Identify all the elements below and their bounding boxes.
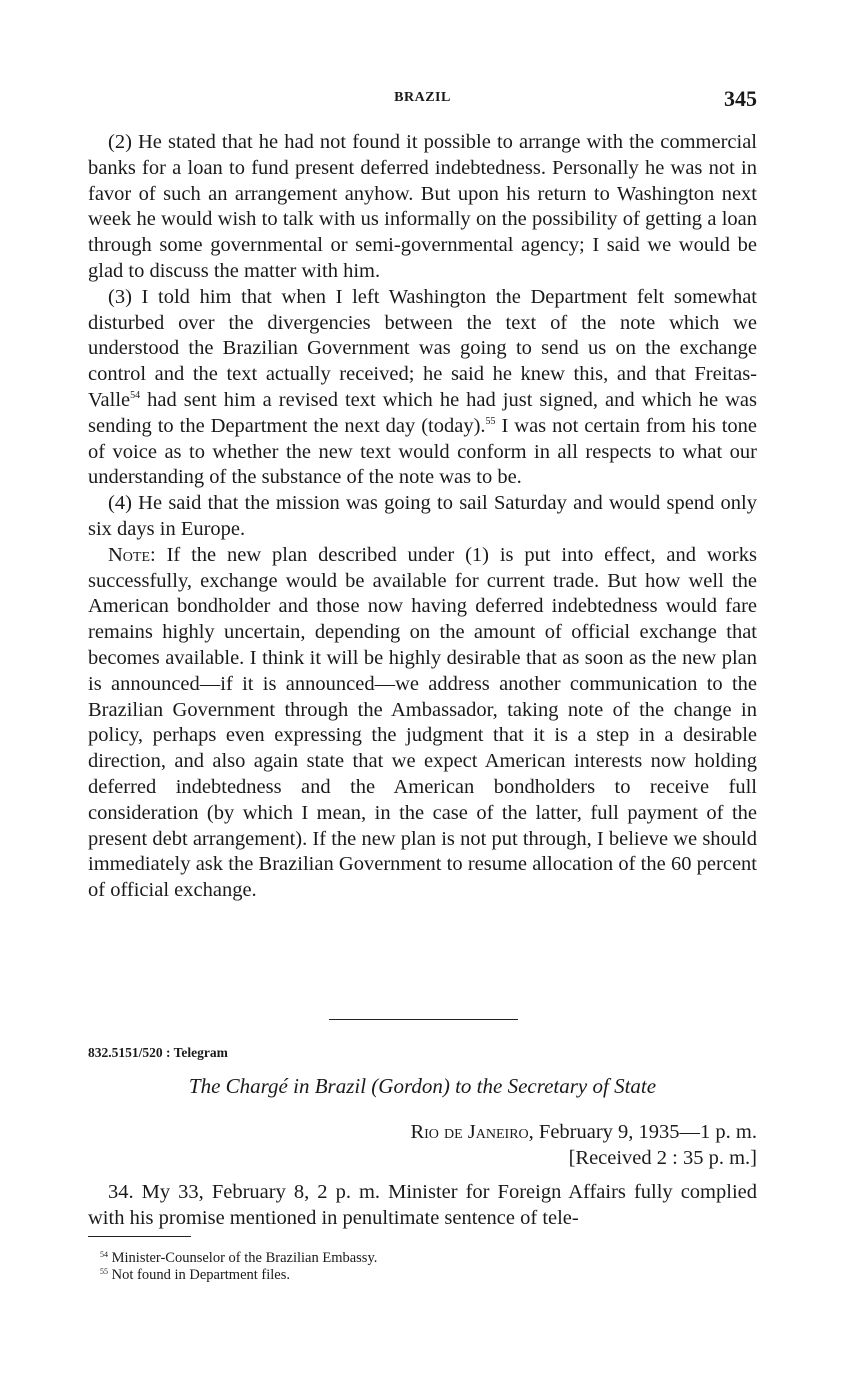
running-title: BRAZIL xyxy=(394,90,451,105)
telegram-text xyxy=(88,1180,757,1232)
body-text xyxy=(88,130,757,904)
paragraph-3 xyxy=(88,285,757,491)
note-text: : If the new plan described under (1) is put into effect, and works successfully, exchange would be available for current trade. But how well the American bondholder and those now having deferred indebtedness would fare remains highly uncertain, depending on the amount of official exchange that becomes available. I think it will be highly desirable that as soon as the new plan is announced—if it is announced—we address another communication to the Brazilian Government through the Ambassador, taking note of the change in policy, perhaps even expressing the judgment that it is a step in a desirable direction, and also again state that we expect American interests now holding deferred indebtedness and the American bondholders to receive full consideration (by which I mean, in the case of the latter, full payment of the present debt arrangement). If the new plan is not put through, I believe we should immediately ask the Brazilian Government to resume allocation of the 60 percent of official exchange. xyxy=(88,543,757,902)
dateline xyxy=(410,1120,757,1172)
dateline-date: , February 9, 1935—1 p. m. xyxy=(528,1121,757,1143)
footnote-number: 55 xyxy=(100,1267,108,1276)
note-label: Note xyxy=(108,543,151,566)
note-paragraph xyxy=(88,543,757,904)
file-reference: 832.5151/520 : Telegram xyxy=(88,1045,228,1060)
paragraph-3-part-c: I was not certain from his tone of voice as to whether the new text would conform in all respects to what our understanding of the substance of the note was to be. xyxy=(88,414,757,489)
paragraph-3-part-b: had sent him a revised text which he had just signed, and which he was sending to the Department the next day (today). xyxy=(88,388,757,437)
section-divider xyxy=(329,1019,518,1020)
telegram-paragraph: 34. My 33, February 8, 2 p. m. Minister for Foreign Affairs fully complied with his promise mentioned in penultimate sentence of tele- xyxy=(88,1181,757,1229)
footnotes xyxy=(100,1250,377,1284)
received-time: [Received 2 : 35 p. m.] xyxy=(568,1146,757,1169)
dateline-line xyxy=(410,1120,757,1146)
footnote-ref-54: 54 xyxy=(130,389,141,401)
footnote-55 xyxy=(100,1267,377,1284)
paragraph-2: (2) He stated that he had not found it possible to arrange with the commercial banks for a loan to fund present deferred indebtedness. Personally he was not in favor of such an arrangement anyhow. But upon his return to Washington next week he would wish to talk with us informally on the possibility of getting a loan through some governmental or semi-governmental agency; I said we would be glad to discuss the matter with him. xyxy=(88,131,757,282)
dateline-place: Rio de Janeiro xyxy=(410,1121,529,1143)
footnote-number: 54 xyxy=(100,1250,108,1259)
footnote-text: Not found in Department files. xyxy=(111,1267,291,1283)
paragraph-3-part-a: (3) I told him that when I left Washington the Department felt somewhat disturbed over the divergencies between the text of the note which we understood the Brazilian Government was going to send us on the exchange control and the text actually received; he said he knew this, and that Freitas-Valle xyxy=(88,285,757,411)
page-number: 345 xyxy=(724,86,757,111)
footnote-text: Minister-Counselor of the Brazilian Embassy. xyxy=(111,1250,378,1266)
running-head xyxy=(88,86,757,114)
paragraph-4: (4) He said that the mission was going to sail Saturday and would spend only six days in Europe. xyxy=(88,492,757,540)
document-title: The Chargé in Brazil (Gordon) to the Secretary of State xyxy=(188,1074,657,1098)
footnote-54 xyxy=(100,1250,377,1267)
footnote-ref-55: 55 xyxy=(485,415,496,427)
footnote-divider xyxy=(88,1236,191,1237)
